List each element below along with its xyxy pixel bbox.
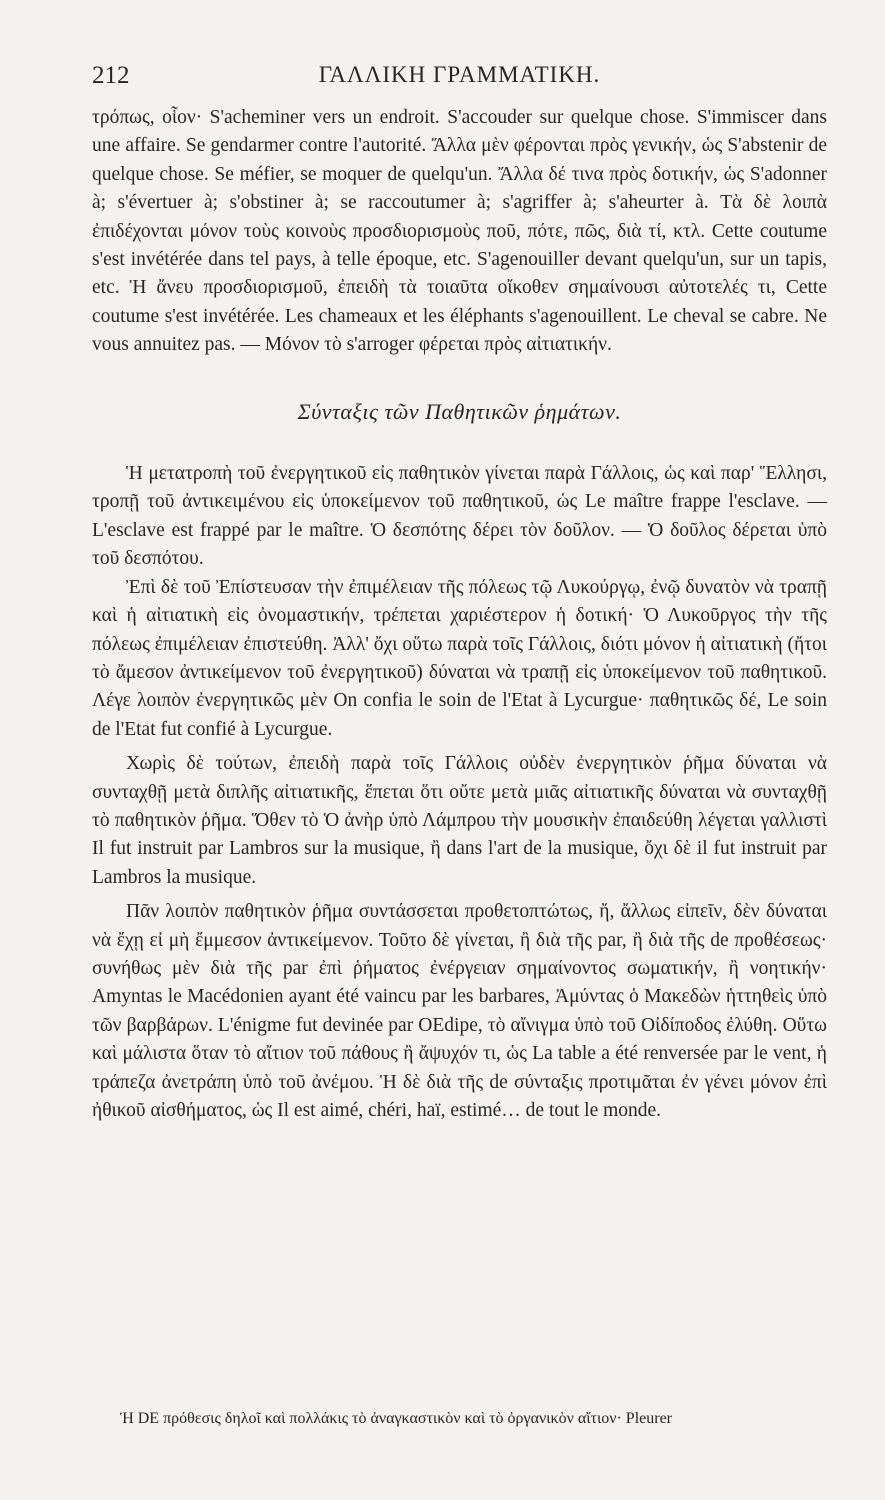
footnote: Ἡ DE πρόθεσις δηλοῖ καὶ πολλάκις τὸ ἀναγκαστικὸν καὶ τὸ ὀργανικὸν αἴτιον· Pleurer: [120, 1410, 673, 1427]
page-header: [92, 62, 827, 96]
paragraph-1: τρόπως, οἷον· S'acheminer vers un endroit. S'accouder sur quelque chose. S'immiscer dans une affaire. Se gendarmer contre l'autorité. Ἄλλα μὲν φέρονται πρὸς γενικήν, ὡς S'abstenir de quelque chose. Se méfier, se moquer de quelqu'un. Ἄλλα δέ τινα πρὸς δοτικήν, ὡς S'adonner à; s'évertuer à; s'obstiner à; se raccoutumer à; s'agriffer à; s'aheurter à. Τὰ δὲ λοιπὰ ἐπιδέχονται μόνον τοὺς κοινοὺς προσδιορισμοὺς ποῦ, πότε, πῶς, διὰ τί, κτλ. Cette coutume s'est invétérée dans tel pays, à telle époque, etc. S'agenouiller devant quelqu'un, sur un tapis, etc. Ἡ ἄνευ προσδιορισμοῦ, ἐπειδὴ τὰ τοιαῦτα οἴκοθεν σημαίνουσι αὐτοτελές τι, Cette coutume s'est invétérée. Les chameaux et les éléphants s'agenouillent. Le cheval se cabre. Ne vous annuitez pas. — Μόνον τὸ s'arroger φέρεται πρὸς αἰτιατικήν.: [92, 107, 827, 356]
paragraph-3: Ἐπὶ δὲ τοῦ Ἐπίστευσαν τὴν ἐπιμέλειαν τῆς πόλεως τῷ Λυκούργῳ, ἐνῷ δυνατὸν νὰ τραπῇ καὶ ἡ αἰτιατικὴ εἰς ὀνομαστικήν, τρέπεται χαριέστερον ἡ δοτική· Ὁ Λυκοῦργος τὴν τῆς πόλεως ἐπιμέλειαν ἐπιστεύθη. Ἀλλ' ὄχι οὕτω παρὰ τοῖς Γάλλοις, διότι μόνον ἡ αἰτιατικὴ (ἤτοι τὸ ἄμεσον ἀντικείμενον τοῦ ἐνεργητικοῦ) δύναται νὰ τραπῇ εἰς ὑποκείμενον τοῦ παθητικοῦ. Λέγε λοιπὸν ἐνεργητικῶς μὲν On confia le soin de l'Etat à Lycurgue· παθητικῶς δέ, Le soin de l'Etat fut confié à Lycurgue.: [92, 576, 827, 740]
body-text: [92, 104, 827, 1125]
paragraph-5: Πᾶν λοιπὸν παθητικὸν ῥῆμα συντάσσεται προθετοπτώτως, ἤ, ἄλλως εἰπεῖν, δὲν δύναται νὰ ἔχῃ εἰ μὴ ἔμμεσον ἀντικείμενον. Τοῦτο δὲ γίνεται, ἢ διὰ τῆς par, ἢ διὰ τῆς de προθέσεως· συνήθως μὲν διὰ τῆς par ἐπὶ ῥήματος ἐνέργειαν σημαίνοντος σωματικήν, ἢ νοητικήν· Amyntas le Macédonien ayant été vaincu par les barbares, Ἀμύντας ὁ Μακεδὼν ἡττηθεὶς ὑπὸ τῶν βαρβάρων. L'énigme fut devinée par OEdipe, τὸ αἴνιγμα ὑπὸ τοῦ Οἰδίποδος ἐλύθη. Οὕτω καὶ μάλιστα ὅταν τὸ αἴτιον τοῦ πάθους ἢ ἄψυχόν τι, ὡς La table a été renversée par le vent, ἡ τράπεζα ἀνετράπη ὑπὸ τοῦ ἀνέμου. Ἡ δὲ διὰ τῆς de σύνταξις προτιμᾶται ἐν γένει μόνον ἐπὶ ἠθικοῦ αἰσθήματος, ὡς Il est aimé, chéri, haï, estimé… de tout le monde.: [92, 901, 827, 1121]
section-title: Σύνταξις τῶν Παθητικῶν ῥημάτων.: [297, 398, 622, 424]
paragraph-2: Ἡ μετατροπὴ τοῦ ἐνεργητικοῦ εἰς παθητικὸν γίνεται παρὰ Γάλλοις, ὡς καὶ παρ' Ἕλλησι, τροπῇ τοῦ ἀντικειμένου εἰς ὑποκείμενον τοῦ παθητικοῦ, ὡς Le maître frappe l'esclave. — L'esclave est frappé par le maître. Ὁ δεσπότης δέρει τὸν δοῦλον. — Ὁ δοῦλος δέρεται ὑπὸ τοῦ δεσπότου.: [92, 463, 827, 570]
paragraph-4: Χωρὶς δὲ τούτων, ἐπειδὴ παρὰ τοῖς Γάλλοις οὐδὲν ἐνεργητικὸν ῥῆμα δύναται νὰ συνταχθῇ μετὰ διπλῆς αἰτιατικῆς, ἕπεται ὅτι οὔτε μετὰ μιᾶς αἰτιατικῆς δύναται νὰ συνταχθῇ τὸ παθητικὸν ῥῆμα. Ὅθεν τὸ Ὁ ἀνὴρ ὑπὸ Λάμπρου τὴν μουσικὴν ἐπαιδεύθη λέγεται γαλλιστὶ Il fut instruit par Lambros sur la musique, ἢ dans l'art de la musique, ὄχι δὲ il fut instruit par Lambros la musique.: [92, 753, 827, 888]
page-number: 212: [92, 62, 130, 89]
running-title: ΓΑΛΛΙΚΗ ΓΡΑΜΜΑΤΙΚΗ.: [318, 62, 601, 87]
